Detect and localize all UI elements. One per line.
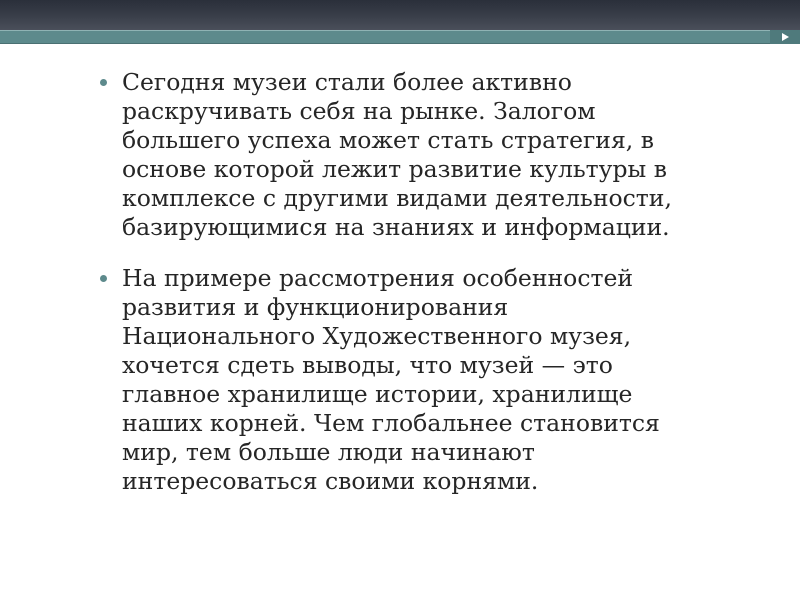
bullet-item xyxy=(100,68,720,242)
triangle-arrow-icon xyxy=(780,32,790,42)
slide-body xyxy=(100,68,720,518)
header-band xyxy=(0,0,800,30)
bullet-item xyxy=(100,264,720,496)
bullet-dot-icon xyxy=(100,275,107,282)
accent-strip xyxy=(0,30,800,44)
corner-arrow-block xyxy=(770,30,800,44)
bullet-dot-icon xyxy=(100,79,107,86)
accent-strip-highlight xyxy=(0,30,800,31)
accent-strip-shade xyxy=(0,43,800,44)
bullet-text: Сегодня музеи стали более активно раскручивать себя на рынке. Залогом большего успеха может стать стратегия, в основе которой лежит развитие культуры в комплексе с другими видами деятельности, базирующимися на знаниях и информации. xyxy=(122,68,672,241)
bullet-text: На примере рассмотрения особенностей развития и функционирования Национального Художественного музея, хочется сдеть выводы, что музей — это главное хранилище истории, хранилище наших корней. Чем глобальнее становится мир, тем больше люди начинают интересоваться своими корнями. xyxy=(122,264,660,495)
